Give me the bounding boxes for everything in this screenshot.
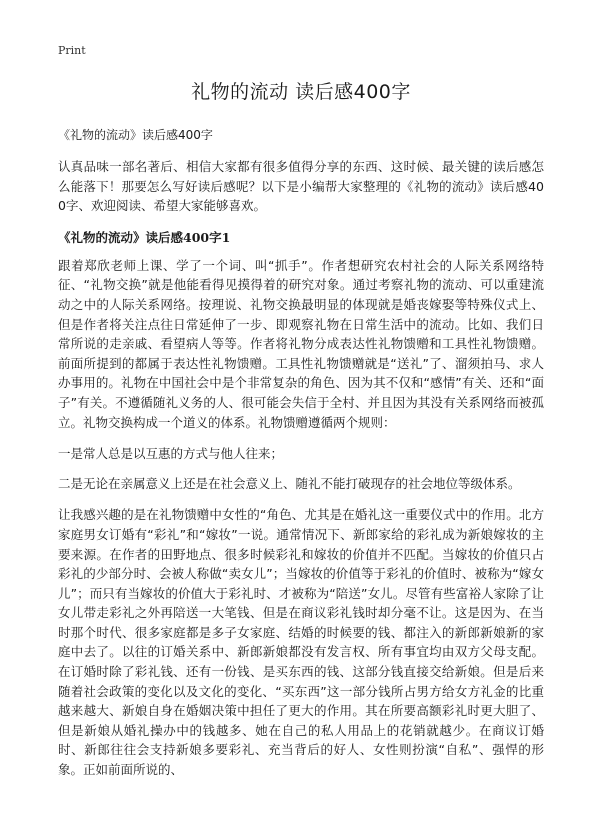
body-paragraph-4: 让我感兴趣的是在礼物馈赠中女性的“角色、尤其是在婚礼这一重要仪式中的作用。北方家庭男女订婚有“彩礼”和“嫁妆”一说。通常情况下、新郎家给的彩礼成为新娘嫁妆的主要来源。在作者的田野地点、很多时候彩礼和嫁妆的价值并不匹配。当嫁妆的价值只占彩礼的少部分时、会被人称做“卖女儿”；当嫁妆的价值等于彩礼的价值时、被称为“嫁女儿”；而只有当嫁妆的价值大于彩礼时、才被称为“陪送”女儿。尽管有些富裕人家除了让女儿带走彩礼之外再陪送一大笔钱、但是在商议彩礼钱时却分毫不让。这是因为、在当时那个时代、很多家庭都是多子女家庭、结婚的时候要的钱、都注入的新郎新娘新的家庭中去了。以往的订婚关系中、新郎新娘都没有发言权、所有事宜均由双方父母支配。在订婚时除了彩礼钱、还有一份钱、是买东西的钱、这部分钱直接交给新娘。但是后来随着社会政策的变化以及文化的变化、“买东西”这一部分钱所占男方给女方礼金的比重越来越大、新娘自身在婚姻决策中担任了更大的作用。其在所要高额彩礼时更大胆了、但是新娘从婚礼操办中的钱越多、她在自己的私人用品上的花销就越少。在商议订婚时、新郎往往会支持新娘多要彩礼、充当背后的好人、女性则扮演“自私”、强悍的形象。正如前面所说的、 xyxy=(58,507,544,778)
print-link[interactable]: Print xyxy=(58,44,86,57)
document-subtitle: 《礼物的流动》读后感400字 xyxy=(58,128,213,142)
body-paragraph-3: 二是无论在亲属意义上还是在社会意义上、随礼不能打破现存的社会地位等级体系。 xyxy=(58,475,521,491)
section-heading: 《礼物的流动》读后感400字1 xyxy=(58,229,231,245)
body-paragraph-2: 一是常人总是以互惠的方式与他人往来； xyxy=(58,446,284,462)
page-title: 礼物的流动 读后感400字 xyxy=(191,81,411,103)
body-paragraph-1: 跟着郑欣老师上课、学了一个词、叫“抓手”。作者想研究农村社会的人际关系网络特征、“礼物交换”就是他能看得见摸得着的研究对象。通过考察礼物的流动、可以重建流动之中的人际关系网络。按理说、礼物交换最明显的体现就是婚丧嫁娶等特殊仪式上、但是作者将关注点往日常延伸了一步、即观察礼物在日常生活中的流动。比如、我们日常所说的走亲戚、看望病人等等。作者将礼物分成表达性礼物馈赠和工具性礼物馈赠。前面所提到的都属于表达性礼物馈赠。工具性礼物馈赠就是“送礼”了、溜须拍马、求人办事用的。礼物在中国社会中是个非常复杂的角色、因为其不仅和“感情”有关、还和“面子”有关。不遵循随礼义务的人、很可能会失信于全村、并且因为其没有关系网络而被孤立。礼物交换构成一个道义的体系。礼物馈赠遵循两个规则： xyxy=(58,257,544,430)
intro-paragraph: 认真品味一部名著后、相信大家都有很多值得分享的东西、这时候、最关键的读后感怎么能落下！那要怎么写好读后感呢？以下是小编帮大家整理的《礼物的流动》读后感400字、欢迎阅读、希望大家能够喜欢。 xyxy=(58,159,544,214)
